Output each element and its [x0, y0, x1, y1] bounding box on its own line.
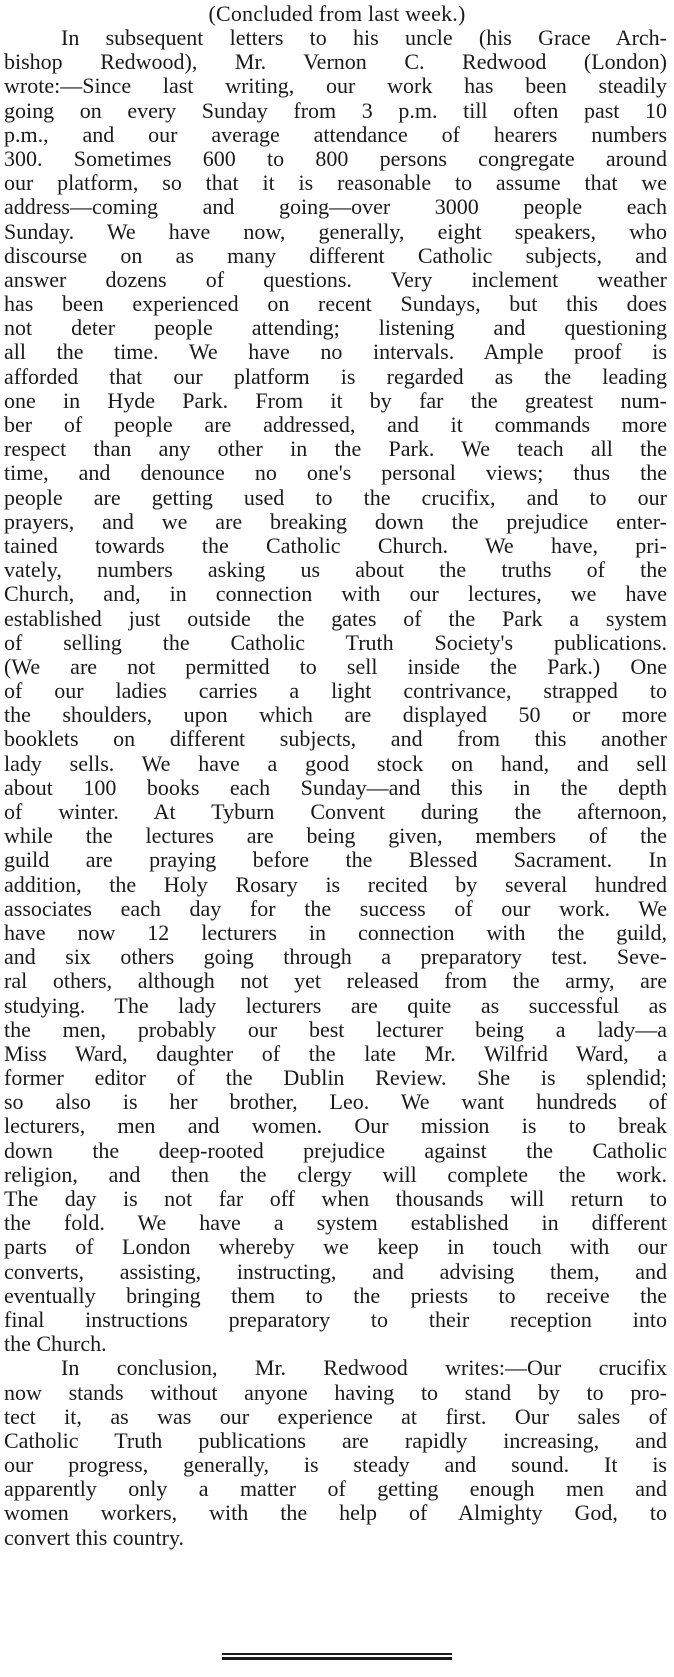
text-line: respect than any other in the Park. We teach all the [4, 437, 667, 462]
text-line: and six others going through a preparatory test. Seve- [4, 945, 667, 970]
text-line: apparently only a matter of getting enough men and [4, 1477, 667, 1502]
text-line: of winter. At Tyburn Convent during the afternoon, [4, 800, 667, 824]
text-line: Church, and, in connection with our lectures, we have [4, 582, 667, 607]
text-line: has been experienced on recent Sundays, but this does [4, 292, 667, 317]
text-line: tect it, as was our experience at first. Our sales of [4, 1404, 667, 1429]
text-line: tained towards the Catholic Church. We have, pri- [4, 533, 667, 558]
text-line: final instructions preparatory to their reception into [4, 1307, 667, 1332]
text-line: Catholic Truth publications are rapidly increasing, and [4, 1428, 667, 1453]
text-line: all the time. We have no intervals. Ample proof is [4, 340, 667, 365]
text-line: addition, the Holy Rosary is recited by several hundred [4, 872, 667, 897]
text-line: now stands without anyone having to stand by to pro- [4, 1380, 667, 1405]
text-line: p.m., and our average attendance of hearers numbers [4, 122, 667, 147]
text-line: converts, assisting, instructing, and advising them, and [4, 1259, 667, 1284]
continuation-heading: (Concluded from last week.) [208, 1, 466, 26]
text-line: former editor of the Dublin Review. She is splendid; [4, 1066, 667, 1091]
text-line: about 100 books each Sunday—and this in the depth [4, 775, 667, 800]
rule-thin-line [222, 1653, 452, 1655]
text-line: answer dozens of questions. Very inclement weather [4, 267, 667, 292]
text-line: while the lectures are being given, members of the [4, 824, 667, 849]
text-line: guild are praying before the Blessed Sacrament. In [4, 848, 667, 873]
text-line: going on every Sunday from 3 p.m. till often past 10 [4, 98, 667, 123]
paragraph-letters-to-uncle [4, 26, 667, 1356]
text-line: eventually bringing them to the priests to receive the [4, 1283, 667, 1308]
text-line: down the deep-rooted prejudice against the Catholic [4, 1138, 667, 1163]
rule-thick-line [222, 1657, 452, 1660]
text-line: prayers, and we are breaking down the prejudice enter- [4, 509, 667, 534]
text-line: one in Hyde Park. From it by far the greatest num- [4, 388, 667, 413]
text-line: 300. Sometimes 600 to 800 persons congregate around [4, 146, 667, 171]
text-line: lecturers, men and women. Our mission is to break [4, 1114, 667, 1139]
text-line: established just outside the gates of the Park a system [4, 606, 667, 631]
text-line: associates each day for the success of our work. We [4, 896, 667, 921]
text-line: so also is her brother, Leo. We want hundreds of [4, 1090, 667, 1115]
text-line: The day is not far off when thousands will return to [4, 1187, 667, 1211]
text-line: (We are not permitted to sell inside the Park.) One [4, 654, 667, 679]
text-line: women workers, with the help of Almighty God, to [4, 1501, 667, 1526]
text-line: wrote:—Since last writing, our work has been steadily [4, 74, 667, 99]
text-line: people are getting used to the crucifix, and to our [4, 485, 667, 510]
text-line: bishop Redwood), Mr. Vernon C. Redwood (London) [4, 50, 667, 75]
text-line: religion, and then the clergy will complete the work. [4, 1162, 667, 1187]
text-line: discourse on as many different Catholic subjects, and [4, 243, 667, 268]
text-line: not deter people attending; listening and questioning [4, 316, 667, 341]
text-line: vately, numbers asking us about the truths of the [4, 558, 667, 583]
text-line: the Church. [4, 1332, 107, 1357]
text-line: booklets on different subjects, and from this another [4, 727, 667, 752]
text-line: address—coming and going—over 3000 people each [4, 195, 667, 220]
text-line: In conclusion, Mr. Redwood writes:—Our crucifix [61, 1356, 667, 1381]
text-line: ral others, although not yet released from the army, are [4, 969, 667, 994]
end-of-article-rule [222, 1653, 452, 1661]
article-body [4, 26, 667, 1550]
text-line: our platform, so that it is reasonable to assume that we [4, 171, 667, 196]
text-line: of selling the Catholic Truth Society's publications. [4, 630, 667, 655]
text-line: convert this country. [4, 1525, 185, 1550]
paragraph-in-conclusion [4, 1356, 667, 1550]
text-line: our progress, generally, is steady and sound. It is [4, 1453, 667, 1478]
text-line: Miss Ward, daughter of the late Mr. Wilfrid Ward, a [4, 1041, 667, 1066]
text-line: have now 12 lecturers in connection with the guild, [4, 920, 667, 945]
text-line: parts of London whereby we keep in touch with our [4, 1235, 667, 1260]
text-line: time, and denounce no one's personal views; thus the [4, 461, 667, 486]
text-line: lady sells. We have a good stock on hand, and sell [4, 751, 667, 776]
text-line: of our ladies carries a light contrivance, strapped to [4, 679, 667, 704]
text-line: afforded that our platform is regarded as the leading [4, 364, 667, 389]
text-line: the men, probably our best lecturer being a lady—a [4, 1017, 667, 1042]
text-line: ber of people are addressed, and it commands more [4, 413, 667, 437]
text-line: studying. The lady lecturers are quite as successful as [4, 993, 667, 1018]
text-line: Sunday. We have now, generally, eight speakers, who [4, 219, 667, 244]
text-line: the fold. We have a system established in different [4, 1211, 667, 1236]
text-line: In subsequent letters to his uncle (his Grace Arch- [61, 26, 667, 50]
text-line: the shoulders, upon which are displayed 50 or more [4, 703, 667, 728]
